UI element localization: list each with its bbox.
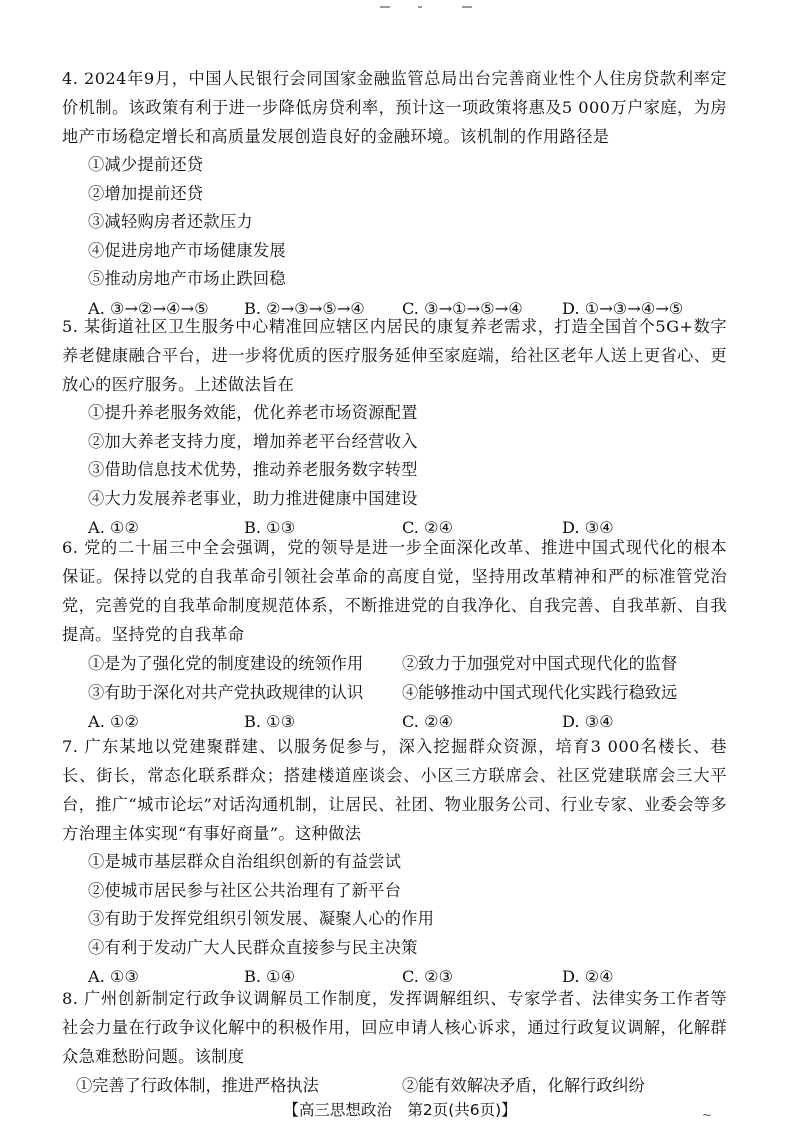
- statement-item: ④大力发展养老事业，助力推进健康中国建设: [88, 488, 418, 508]
- statement-item: ①完善了行政体制，推进严格执法: [76, 1076, 319, 1095]
- option-d: D. ③④: [562, 712, 614, 731]
- option-d: D. ③④: [562, 518, 614, 538]
- question-8: [62, 984, 727, 1100]
- option-b: B. ①③: [244, 712, 296, 731]
- statement-item: ②使城市居民参与社区公共治理有了新平台: [88, 880, 402, 900]
- question-stem: 6. 党的二十届三中全会强调，党的领导是进一步全面深化改革、推进中国式现代化的根本保证。保持以党的自我革命引领社会革命的高度自觉，坚持用改革精神和严的标准管党治党，完善党的自我革命制度规范体系，不断推进党的自我净化、自我完善、自我革新、自我提高。坚持党的自我革命: [62, 538, 727, 644]
- option-a: A. ①②: [88, 712, 140, 731]
- statement-item: ③有助于深化对共产党执政规律的认识: [88, 683, 364, 702]
- statement-item: ②能有效解决矛盾，化解行政纠纷: [402, 1076, 645, 1095]
- option-c: C. ③→①→⑤→④: [402, 298, 523, 318]
- statement-item: ①是城市基层群众自治组织创新的有益尝试: [88, 852, 402, 871]
- option-b: B. ①③: [244, 518, 296, 538]
- question-7: [62, 732, 727, 991]
- statement-item: ②致力于加强党对中国式现代化的监督: [402, 654, 678, 673]
- option-c: C. ②④: [402, 518, 454, 538]
- statement-item: ①提升养老服务效能，优化养老市场资源配置: [88, 403, 418, 422]
- statement-item: ④能够推动中国式现代化实践行稳致远: [402, 683, 678, 702]
- question-stem: 7. 广东某地以党建聚群建、以服务促参与，深入挖掘群众资源，培育3 000名楼长、巷长、街长，常态化联系群众；搭建楼道座谈会、小区三方联席会、社区党建联席会三大平台，推广“城市论坛”对话沟通机制，让居民、社团、物业服务公司、行业专家、业委会等多方治理主体实现“有事好商量”。这种做法: [62, 737, 727, 843]
- question-4: [62, 64, 727, 323]
- statement-item: ①减少提前还贷: [88, 155, 204, 174]
- option-c: C. ②③: [402, 967, 454, 987]
- statement-item: ②增加提前还贷: [88, 183, 204, 203]
- statement-item: ③减轻购房者还款压力: [88, 212, 253, 232]
- option-a: A. ①②: [88, 518, 140, 538]
- question-stem: 5. 某街道社区卫生服务中心精准回应辖区内居民的康复养老需求，打造全国首个5G+数字养老健康融合平台，进一步将优质的医疗服务延伸至家庭端，给社区老年人送上更省心、更放心的医疗服务。上述做法旨在: [62, 317, 727, 394]
- option-d: D. ①→③→④→⑤: [562, 298, 684, 318]
- question-stem: 8. 广州创新制定行政争议调解员工作制度，发挥调解组织、专家学者、法律实务工作者等社会力量在行政争议化解中的积极作用，回应申请人核心诉求，通过行政复议调解，化解群众急难愁盼问题。该制度: [62, 989, 727, 1066]
- statement-item: ④促进房地产市场健康发展: [88, 240, 286, 260]
- option-c: C. ②④: [402, 712, 454, 731]
- statement-item: ③有助于发挥党组织引领发展、凝聚人心的作用: [88, 909, 435, 929]
- page-footer: 【高三思想政治 第2页(共6页)】: [283, 1101, 517, 1119]
- question-stem: 4. 2024年9月，中国人民银行会同国家金融监管总局出台完善商业性个人住房贷款利率定价机制。该政策有利于进一步降低房贷利率，预计这一项政策将惠及5 000万户家庭，为房地产市场稳定增长和高质量发展创造良好的金融环境。该机制的作用路径是: [62, 69, 727, 146]
- option-b: B. ②→③→⑤→④: [244, 298, 365, 318]
- option-b: B. ①④: [244, 967, 296, 987]
- statement-row: [62, 1071, 727, 1100]
- scan-marks: [380, 6, 500, 12]
- option-d: D. ②④: [562, 967, 614, 987]
- question-6: [62, 533, 727, 736]
- statement-item: ②加大养老支持力度，增加养老平台经营收入: [88, 431, 418, 451]
- option-a: A. ①③: [88, 967, 140, 987]
- option-a: A. ③→②→④→⑤: [88, 298, 209, 318]
- corner-mark: ~: [701, 1108, 712, 1122]
- statement-item: ④有利于发动广大人民群众直接参与民主决策: [88, 937, 418, 957]
- statement-row: [62, 649, 727, 678]
- statement-item: ⑤推动房地产市场止跌回稳: [88, 269, 286, 289]
- statement-row: [62, 678, 727, 707]
- statement-item: ③借助信息技术优势，推动养老服务数字转型: [88, 460, 418, 480]
- question-5: [62, 312, 727, 542]
- statement-item: ①是为了强化党的制度建设的统领作用: [88, 654, 364, 673]
